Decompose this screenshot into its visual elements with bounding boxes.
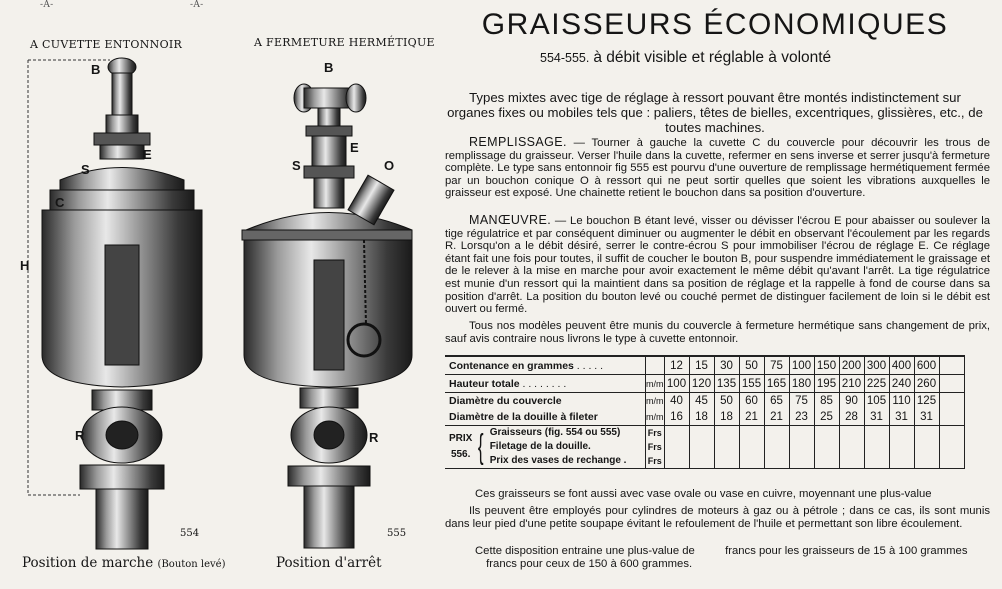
cell bbox=[664, 393, 689, 426]
row-label-text: Contenance en grammes bbox=[449, 359, 574, 372]
cell bbox=[789, 426, 814, 469]
cell bbox=[839, 426, 864, 469]
table-row bbox=[445, 356, 964, 375]
unit-text: m/m bbox=[646, 412, 664, 422]
manoeuvre-paragraph bbox=[445, 214, 990, 316]
table-row bbox=[445, 426, 964, 469]
cell-value: 105 bbox=[866, 395, 887, 407]
cell bbox=[739, 426, 764, 469]
prix-line: Prix des vases de rechange . bbox=[489, 455, 627, 466]
cell-value: 90 bbox=[845, 395, 858, 407]
cell bbox=[689, 426, 714, 469]
cell: 210 bbox=[839, 375, 864, 393]
header-mark: -A- bbox=[190, 0, 204, 10]
cell: 225 bbox=[864, 375, 889, 393]
label-b: B bbox=[324, 60, 334, 75]
cell: 30 bbox=[714, 356, 739, 375]
plusvalue-text: Cette disposition entraine une plus-value de bbox=[475, 545, 695, 557]
label-r: R bbox=[369, 430, 379, 445]
label-s: S bbox=[292, 158, 301, 173]
plusvalue-line-2 bbox=[445, 558, 965, 571]
blank-cell bbox=[939, 356, 964, 375]
unit-text: Frs bbox=[647, 428, 662, 438]
cell bbox=[814, 426, 839, 469]
row-unit bbox=[646, 393, 665, 426]
figure-caption-right: Position d'arrêt bbox=[276, 555, 382, 571]
prix-line: Filetage de la douille. bbox=[489, 441, 591, 452]
brace-icon: { bbox=[478, 428, 484, 466]
prix-line: Graisseurs (fig. 554 ou 555) bbox=[489, 427, 621, 438]
row-label: Hauteur totale . . . . . . . . bbox=[445, 375, 646, 393]
caption-text: Position de marche bbox=[22, 555, 154, 571]
cell bbox=[839, 393, 864, 426]
subtitle bbox=[540, 49, 940, 67]
cell bbox=[739, 393, 764, 426]
models-note: Tous nos modèles peuvent être munis du couvercle à fermeture hermétique sans changement de prix, sauf avis contraire nous livrons le type à cuvette entonnoir. bbox=[445, 320, 990, 345]
unit-text: Frs bbox=[647, 456, 662, 466]
manoeuvre-heading: MANŒUVRE. bbox=[469, 213, 552, 227]
cell bbox=[914, 393, 939, 426]
blank-cell bbox=[939, 375, 964, 393]
figure-caption-left bbox=[22, 555, 226, 571]
cell bbox=[789, 393, 814, 426]
cell-value: 40 bbox=[670, 395, 683, 407]
plusvalue-text: francs pour les graisseurs de 15 à 100 grammes bbox=[725, 545, 968, 557]
cell-value: 25 bbox=[820, 411, 833, 423]
cell: 75 bbox=[764, 356, 789, 375]
cell bbox=[864, 426, 889, 469]
table-row bbox=[445, 393, 964, 426]
cell bbox=[889, 426, 914, 469]
cell-value: 23 bbox=[795, 411, 808, 423]
cell bbox=[814, 393, 839, 426]
cell: 200 bbox=[839, 356, 864, 375]
cell: 195 bbox=[814, 375, 839, 393]
row-label bbox=[445, 426, 646, 469]
cell: 100 bbox=[789, 356, 814, 375]
header-mark: -A- bbox=[40, 0, 54, 10]
prix-number: 556. bbox=[450, 449, 471, 460]
label-r: R bbox=[75, 428, 85, 443]
remplissage-text: — Tourner à gauche la cuvette C du couvercle pour découvrir les trous de remplissage du graisseur. Verser l'huile dans la cuvette, refermer en sens inverse et serrer jusqu'à fermeture complète. Le type sans entonnoir fig 555 est pourvu d'une ouverture de remplissage hermétiquement fermée par un bouchon conique O à ressort qui ne peut sortir quelles que soient les vibrations auxquelles le graisseur est exposé. Une chainette retient le bouchon dans sa position d'ouverture. bbox=[445, 137, 990, 200]
remplissage-paragraph bbox=[445, 136, 990, 200]
cell: 155 bbox=[739, 375, 764, 393]
figure-heading-right: A FERMETURE HERMÉTIQUE bbox=[254, 36, 435, 49]
cell-value: 85 bbox=[820, 395, 833, 407]
cell: 15 bbox=[689, 356, 714, 375]
cell-value: 75 bbox=[795, 395, 808, 407]
cell: 400 bbox=[889, 356, 914, 375]
cell: 120 bbox=[689, 375, 714, 393]
cell bbox=[914, 426, 939, 469]
cell-value: 18 bbox=[695, 411, 708, 423]
cell-value: 60 bbox=[745, 395, 758, 407]
cell-value: 16 bbox=[670, 411, 683, 423]
cell: 180 bbox=[789, 375, 814, 393]
plusvalue-text: francs pour ceux de 150 à 600 grammes. bbox=[486, 558, 693, 570]
subtitle-text: à débit visible et réglable à volonté bbox=[593, 49, 832, 66]
lead-paragraph: Types mixtes avec tige de réglage à ressort pouvant être montés indistinctement sur organes fixes ou mobiles tels que : paliers, têtes de bielles, excentriques, glissières, etc., de toutes machines. bbox=[447, 90, 983, 135]
row-unit bbox=[646, 426, 665, 469]
figure-number-555: 555 bbox=[387, 528, 407, 539]
cell bbox=[664, 426, 689, 469]
row-unit: m/m bbox=[646, 375, 665, 393]
caption-note: (Bouton levé) bbox=[157, 559, 226, 570]
blank-cell bbox=[939, 426, 964, 469]
cell: 165 bbox=[764, 375, 789, 393]
row-label-text: Hauteur totale bbox=[449, 377, 520, 390]
cell bbox=[764, 426, 789, 469]
prix-label bbox=[449, 426, 645, 468]
specification-table bbox=[445, 355, 965, 469]
cell bbox=[714, 426, 739, 469]
cell-value: 21 bbox=[770, 411, 783, 423]
cell: 150 bbox=[814, 356, 839, 375]
cell-value: 50 bbox=[720, 395, 733, 407]
cell-value: 125 bbox=[916, 395, 937, 407]
cell-value: 18 bbox=[720, 411, 733, 423]
page-title: GRAISSEURS ÉCONOMIQUES bbox=[481, 8, 949, 41]
label-e: E bbox=[143, 147, 152, 162]
cell bbox=[864, 393, 889, 426]
cell-value: 31 bbox=[920, 411, 933, 423]
cell: 240 bbox=[889, 375, 914, 393]
cell-value: 31 bbox=[895, 411, 908, 423]
row-label-text: Diamètre de la douille à fileter bbox=[449, 411, 598, 423]
cell-value: 110 bbox=[892, 395, 911, 407]
label-o: O bbox=[384, 158, 395, 173]
label-b: B bbox=[91, 62, 101, 77]
cell: 300 bbox=[864, 356, 889, 375]
row-label-text: Diamètre du couvercle bbox=[449, 395, 562, 407]
cell-value: 21 bbox=[745, 411, 758, 423]
cell bbox=[689, 393, 714, 426]
remplissage-heading: REMPLISSAGE. bbox=[469, 135, 567, 149]
cell-value: 28 bbox=[845, 411, 858, 423]
cell: 50 bbox=[739, 356, 764, 375]
oiler-illustration-554 bbox=[20, 55, 220, 555]
row-unit bbox=[646, 356, 665, 375]
cell: 12 bbox=[664, 356, 689, 375]
prix-title: PRIX bbox=[449, 433, 473, 444]
unit-text: m/m bbox=[646, 396, 664, 406]
table-row bbox=[445, 375, 964, 393]
cell bbox=[889, 393, 914, 426]
cell: 600 bbox=[914, 356, 939, 375]
label-e: E bbox=[350, 140, 359, 155]
label-h: H bbox=[20, 258, 30, 273]
cell-value: 65 bbox=[770, 395, 783, 407]
plusvalue-line-1 bbox=[475, 545, 995, 558]
cylindres-note: Ils peuvent être employés pour cylindres de moteurs à gaz ou à pétrole ; dans ce cas, ils sont munis dans leur pied d'une petite soupape évitant le refoulement de l'huile et permettant son libre écoulement. bbox=[445, 505, 990, 530]
label-s: S bbox=[81, 162, 90, 177]
row-label bbox=[445, 393, 646, 426]
cell bbox=[764, 393, 789, 426]
row-label: Contenance en grammes . . . . . bbox=[445, 356, 646, 375]
figure-heading-left: A CUVETTE ENTONNOIR bbox=[30, 38, 183, 51]
blank-cell bbox=[939, 393, 964, 426]
cell: 135 bbox=[714, 375, 739, 393]
manoeuvre-text: — Le bouchon B étant levé, visser ou dévisser l'écrou E pour abaisser ou soulever la tige régulatrice et par conséquent diminuer ou augmenter le débit en observant l'écoulement par les regards R. Lorsqu'on a le débit désiré, serrer le contre-écrou S pour immobiliser l'écrou de réglage E. Ce réglage étant fait une fois pour toutes, il suffit de coucher le bouton B, pour suspendre immédiatement le graissage et de le relever à la mise en marche pour avoir exactement le même débit qu'avant l'arrêt. La tige régulatrice est munie d'un ressort qui la maintient dans sa position de réglage et la rappelle à fond de course dans sa position d'arrêt. La position du bouton levé ou couché permet de distinguer facilement de loin si le débit est ouvert ou fermé. bbox=[445, 215, 990, 316]
unit-text: Frs bbox=[647, 442, 662, 452]
label-c: C bbox=[55, 195, 65, 210]
oiler-illustration-555 bbox=[236, 60, 416, 550]
cell: 100 bbox=[664, 375, 689, 393]
vase-note: Ces graisseurs se font aussi avec vase ovale ou vase en cuivre, moyennant une plus-value bbox=[475, 488, 932, 500]
cell-value: 31 bbox=[870, 411, 883, 423]
figure-number-554: 554 bbox=[180, 528, 200, 539]
cell-value: 45 bbox=[695, 395, 708, 407]
cell bbox=[714, 393, 739, 426]
subtitle-numbers: 554-555. bbox=[540, 51, 590, 65]
cell: 260 bbox=[914, 375, 939, 393]
